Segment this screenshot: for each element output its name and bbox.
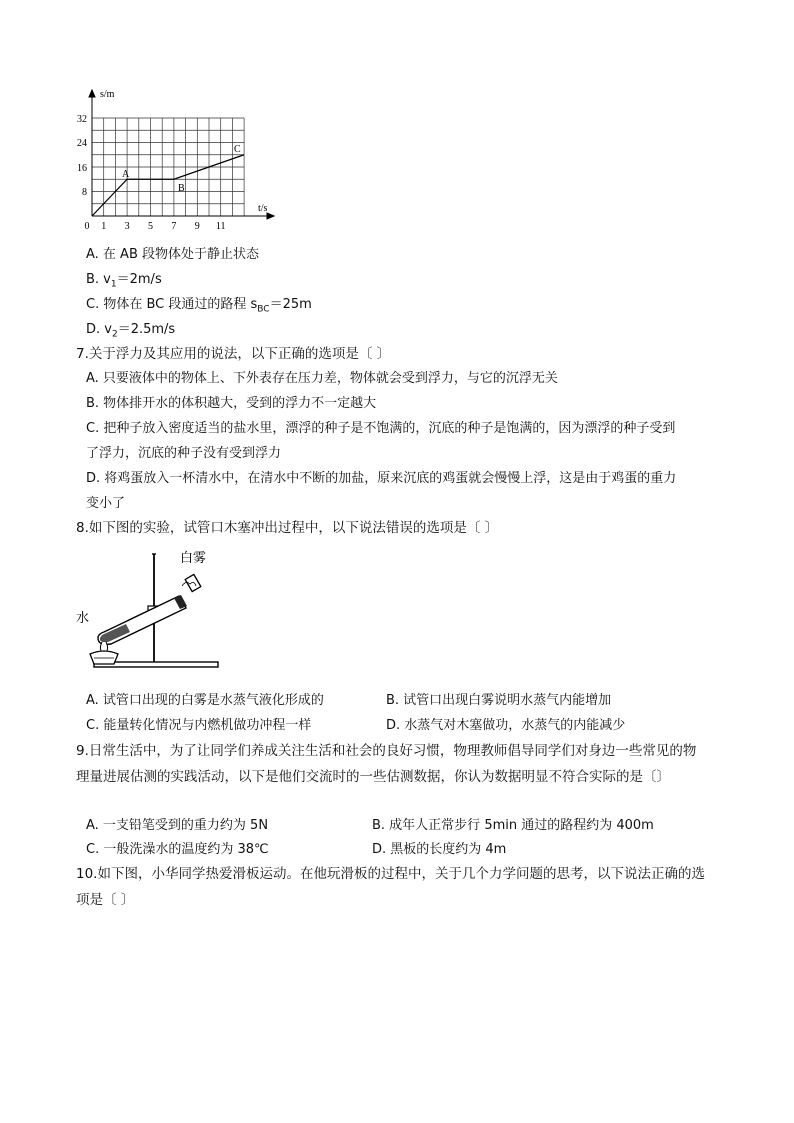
- q6-option-b-post: ＝2m/s: [116, 272, 162, 287]
- q6-option-b: [86, 271, 162, 294]
- q6-option-c-sub: BC: [257, 304, 270, 315]
- x-tick-9: 9: [194, 221, 200, 232]
- cork-stopper: [185, 574, 201, 591]
- origin-label: 0: [84, 221, 90, 232]
- q6-option-c-pre: C. 物体在 BC 段通过的路程 s: [86, 297, 258, 312]
- q7-option-d-line1: D. 将鸡蛋放入一杯清水中，在清水中不断的加盐，原来沉底的鸡蛋就会慢慢上浮，这是由于鸡蛋的重力: [86, 471, 677, 486]
- q9-option-d: D. 黑板的长度约为 4m: [372, 842, 507, 857]
- q9-option-a: A. 一支铅笔受到的重力约为 5N: [86, 818, 269, 833]
- q6-option-d-pre: D. v: [86, 322, 112, 337]
- q9-option-c: C. 一般洗澡水的温度约为 38℃: [86, 842, 269, 857]
- q9-option-b: B. 成年人正常步行 5min 通过的路程约为 400m: [372, 818, 654, 833]
- q7-option-c-line2: 了浮力，沉底的种子没有受到浮力: [86, 446, 282, 461]
- q10-stem-line2: 项是〔 〕: [76, 892, 135, 908]
- q7-option-a: A. 只要液体中的物体上、下外表存在压力差，物体就会受到浮力，与它的沉浮无关: [86, 371, 558, 386]
- point-label-a: A: [122, 169, 130, 180]
- x-axis-label: t/s: [258, 203, 268, 214]
- graph-grid: [92, 118, 244, 216]
- y-tick-32: 32: [77, 114, 87, 125]
- q6-option-b-sub: 1: [110, 279, 117, 290]
- q6-option-a: A. 在 AB 段物体处于静止状态: [86, 247, 260, 262]
- y-axis-label: s/m: [100, 89, 115, 100]
- q6-option-d-post: ＝2.5m/s: [117, 322, 176, 337]
- x-tick-1: 1: [101, 221, 107, 232]
- y-tick-8: 8: [82, 187, 87, 198]
- x-tick-7: 7: [171, 221, 177, 232]
- q6-option-c-post: ＝25m: [269, 297, 312, 312]
- q9-stem-line2: 理量进展估测的实践活动，以下是他们交流时的一些估测数据，你认为数据明显不符合实际的是〔〕: [76, 769, 670, 785]
- x-tick-11: 11: [215, 221, 226, 232]
- q7-option-c-line1: C. 把种子放入密度适当的盐水里，漂浮的种子是不饱满的，沉底的种子是饱满的，因为漂浮的种子受到: [86, 421, 676, 436]
- q7-option-d-line2: 变小了: [86, 496, 126, 511]
- test-tube-apparatus: [74, 546, 234, 678]
- q7-stem: 7.关于浮力及其应用的说法，以下正确的选项是〔 〕: [76, 346, 391, 362]
- x-tick-5: 5: [148, 221, 153, 232]
- q10-stem-line1: 10.如下图，小华同学热爱滑板运动。在他玩滑板的过程中，关于几个力学问题的思考，以下说法正确的选: [76, 866, 705, 882]
- q8-option-a: A. 试管口出现的白雾是水蒸气液化形成的: [86, 693, 324, 708]
- q6-option-b-pre: B. v: [86, 272, 111, 287]
- q8-option-b: B. 试管口出现白雾说明水蒸气内能增加: [386, 693, 612, 708]
- s-t-graph: [70, 84, 290, 234]
- q7-option-b: B. 物体排开水的体积越大，受到的浮力不一定越大: [86, 396, 377, 411]
- label-fog: 白雾: [180, 550, 207, 565]
- label-water: 水: [76, 610, 90, 625]
- point-label-b: B: [178, 183, 185, 194]
- y-tick-24: 24: [77, 138, 87, 149]
- x-tick-3: 3: [124, 221, 130, 232]
- alcohol-burner: [90, 642, 118, 664]
- q6-option-c: [86, 296, 312, 319]
- q6-option-d: [86, 321, 175, 344]
- graph-motion-line: [92, 155, 244, 216]
- point-label-c: C: [234, 144, 241, 155]
- q6-option-d-sub: 2: [111, 329, 118, 340]
- q9-stem-line1: 9.日常生活中，为了让同学们养成关注生活和社会的良好习惯，物理教师倡导同学们对身边一些常见的物: [76, 743, 697, 759]
- q8-option-c: C. 能量转化情况与内燃机做功冲程一样: [86, 718, 312, 733]
- q8-option-d: D. 水蒸气对木塞做功，水蒸气的内能减少: [386, 718, 626, 733]
- q8-stem: 8.如下图的实验，试管口木塞冲出过程中，以下说法错误的选项是〔 〕: [76, 520, 499, 536]
- y-tick-16: 16: [77, 163, 87, 174]
